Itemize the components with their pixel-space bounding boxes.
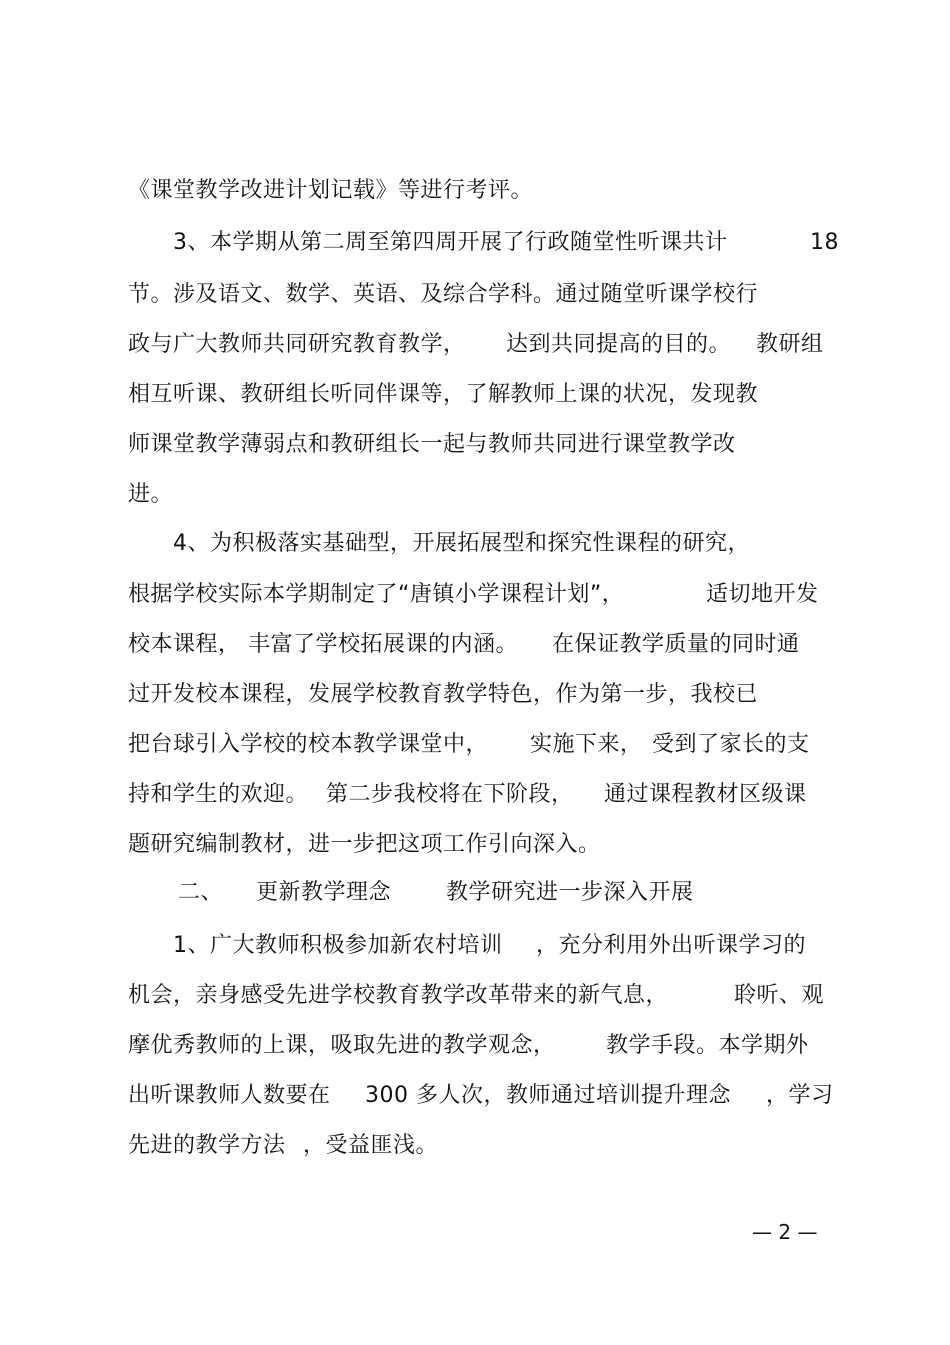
text-segment: 3、本学期从第二周至第四周开展了行政随堂性听课共计: [173, 230, 728, 255]
text-segment: 进。: [128, 482, 174, 507]
text-segment: ，充分利用外出听课学习的: [536, 933, 807, 958]
text-segment: 机会，亲身感受先进学校教育教学改革带来的新气息，: [128, 983, 669, 1008]
text-segment: 《课堂教学改进计划记载》等进行考评。: [128, 178, 534, 203]
text-segment: 300 多人次，教师通过培训提升理念: [365, 1083, 731, 1108]
text-segment: 4、为积极落实基础型，开展拓展型和探究性课程的研究，: [173, 531, 750, 556]
text-segment: 持和学生的欢迎。: [128, 782, 309, 807]
text-segment: 丰富了学校拓展课的内涵。: [248, 632, 519, 657]
text-segment: 校本课程，: [128, 632, 241, 657]
text-segment: 适切地开发: [706, 582, 819, 607]
text-segment: 先进的教学方法: [128, 1133, 286, 1158]
text-segment: 出听课教师人数要在: [128, 1083, 331, 1108]
text-segment: 实施下来，: [530, 732, 643, 757]
text-segment: 教学手段。本学期外: [606, 1033, 809, 1058]
text-segment: 教研组: [756, 332, 824, 357]
text-segment: 聆听、观: [734, 983, 825, 1008]
text-segment: 把台球引入学校的校本教学课堂中，: [128, 732, 489, 757]
text-segment: 达到共同提高的目的。: [506, 332, 732, 357]
text-segment: ，学习: [766, 1083, 834, 1108]
page-number: — 2 —: [752, 1220, 818, 1244]
text-segment: 根据学校实际本学期制定了“唐镇小学课程计划”，: [128, 582, 625, 607]
text-segment: 过开发校本课程，发展学校教育教学特色，作为第一步，我校已: [128, 682, 759, 707]
text-segment: 18: [810, 230, 839, 255]
text-segment: 节。涉及语文、数学、英语、及综合学科。通过随堂听课学校行: [128, 282, 759, 307]
text-segment: 题研究编制教材，进一步把这项工作引向深入。: [128, 832, 601, 857]
text-segment: 教学研究进一步深入开展: [446, 880, 694, 905]
text-segment: 受到了家长的支: [652, 732, 810, 757]
text-segment: 更新教学理念: [256, 880, 392, 905]
text-segment: 第二步我校将在下阶段，: [326, 782, 574, 807]
text-segment: 二、: [178, 880, 224, 905]
text-segment: 师课堂教学薄弱点和教研组长一起与教师共同进行课堂教学改: [128, 432, 736, 457]
text-segment: 通过课程教材区级课: [604, 782, 807, 807]
text-segment: 在保证教学质量的同时通: [552, 632, 800, 657]
text-segment: 相互听课、教研组长听同伴课等，了解教师上课的状况，发现教: [128, 382, 759, 407]
text-segment: 摩优秀教师的上课，吸取先进的教学观念，: [128, 1033, 556, 1058]
text-segment: ，受益匪浅。: [303, 1133, 439, 1158]
text-segment: 1、广大教师积极参加新农村培训: [173, 933, 503, 958]
text-segment: 政与广大教师共同研究教育教学，: [128, 332, 466, 357]
